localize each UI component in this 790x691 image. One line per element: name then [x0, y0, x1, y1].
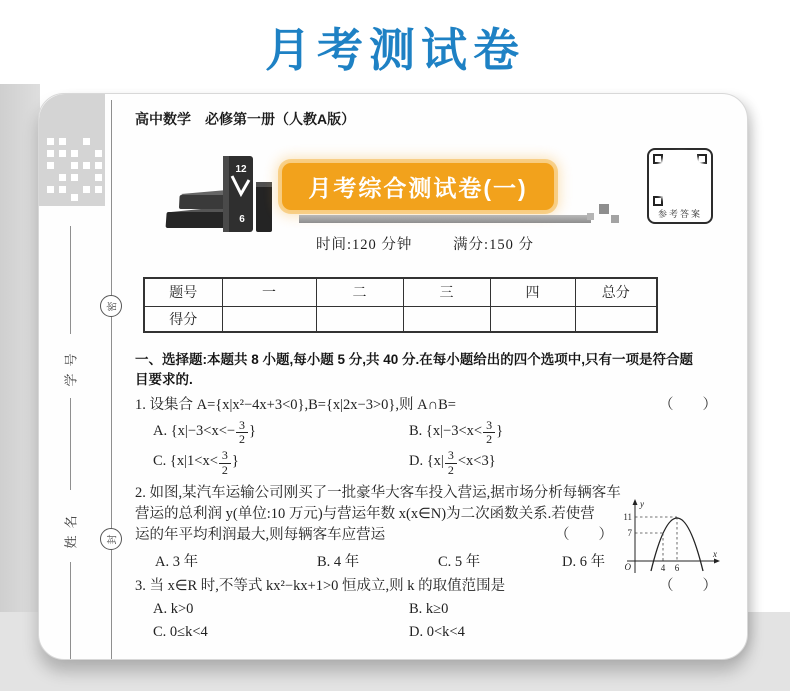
table-header-cell: 二 [316, 278, 403, 306]
option-item: A. 3 年 [155, 553, 199, 570]
score-row-label: 得分 [144, 306, 222, 332]
graph-xtick-4: 4 [660, 562, 666, 573]
deco-square [611, 215, 619, 223]
question-2-line1: 2. 如图,某汽车运输公司刚买了一批豪华大客车投入营运,据市场分析每辆客车 [135, 484, 621, 501]
test-title-text: 月考综合测试卷(一) [308, 175, 528, 201]
graph-xtick-6: 6 [674, 562, 680, 573]
binding-line [111, 100, 112, 660]
table-header-cell: 题号 [144, 278, 222, 306]
question-1-text: 1. 设集合 A={x|x²−4x+3<0},B={x|2x−3>0},则 A∩B= [135, 397, 456, 413]
seal-stamp-circle [100, 528, 122, 550]
score-row [144, 306, 657, 332]
table-header-row [144, 278, 657, 306]
exam-paper-card [38, 93, 748, 660]
question-stem [135, 483, 621, 546]
name-label: 姓名 [63, 508, 79, 549]
parabola-graph [623, 497, 723, 577]
option-item: D. 6 年 [562, 553, 606, 570]
graph-ytick-11: 11 [623, 511, 632, 522]
qr-answer-box [647, 148, 713, 224]
option-item: C. 5 年 [438, 553, 481, 570]
time-label: 时间:120 分钟 [316, 237, 413, 253]
section-heading-line1: 一、选择题:本题共 8 小题,每小题 5 分,共 40 分.在每小题给出的四个选项中,只有一项是符合题 [135, 352, 694, 367]
seal-line-segment [70, 562, 71, 660]
question-3-text: 3. 当 x∈R 时,不等式 kx²−kx+1>0 恒成立,则 k 的取值范围是 [135, 577, 506, 594]
graph-ylabel: y [640, 498, 644, 509]
full-score-label: 满分:150 分 [453, 237, 534, 253]
fraction: $\frac{3}{2}$ [483, 419, 495, 446]
question-stem [135, 576, 717, 597]
option-item: D. 0<k<4 [409, 623, 465, 640]
corner-pixel-pattern [39, 94, 105, 206]
option-item: B. k≥0 [409, 600, 449, 617]
seal-char: 密 [107, 301, 119, 311]
option-item: C. {x|1<x< $\frac{3}{2}$ } [153, 448, 239, 477]
background-left-band [0, 84, 40, 691]
exam-meta [135, 233, 715, 254]
answer-bracket: （ ） [555, 526, 613, 543]
graph-xlabel: x [713, 548, 717, 559]
clock-6-label: 6 [239, 214, 245, 225]
books-clock-icon [165, 150, 292, 238]
option-item: A. k>0 [153, 600, 194, 617]
option-item: B. {x|−3<x< $\frac{3}{2}$ } [409, 418, 504, 447]
student-id-label: 学号 [63, 346, 79, 387]
table-header-cell: 总分 [575, 278, 657, 306]
question-2 [135, 483, 717, 571]
section-heading [135, 350, 717, 390]
question-3 [135, 576, 717, 641]
score-cell [316, 306, 403, 332]
graph-ytick-7: 7 [627, 527, 632, 538]
seal-line-segment [70, 398, 71, 490]
table-header-cell: 三 [403, 278, 490, 306]
fraction: $\frac{3}{2}$ [445, 449, 457, 476]
question-2-line3: 运的年平均利润最大,则每辆客车应营运 （ ） [135, 525, 613, 546]
option-item: D. {x| $\frac{3}{2}$ <x<3} [409, 448, 496, 477]
question-3-options [135, 601, 717, 641]
question-1-options [135, 419, 717, 477]
question-1 [135, 395, 717, 477]
score-table [143, 277, 658, 333]
option-item: C. 0≤k<4 [153, 623, 208, 640]
score-cell [490, 306, 575, 332]
seal-stamp-circle [100, 295, 122, 317]
deco-square [587, 213, 594, 220]
graph-origin-label: O [624, 561, 631, 572]
qr-corner-marker [653, 196, 663, 206]
qr-sticker-circle [656, 154, 706, 204]
fraction: $\frac{3}{2}$ [236, 419, 248, 446]
seal-char: 封 [107, 534, 119, 544]
page-title: 月考测试卷 [265, 24, 525, 76]
course-edition-header: 高中数学 必修第一册（人教A版） [135, 111, 356, 127]
seal-line-segment [70, 226, 71, 334]
table-header-cell: 一 [222, 278, 316, 306]
fraction: $\frac{3}{2}$ [219, 449, 231, 476]
answer-bracket: （ ） [659, 397, 717, 413]
answer-bracket: （ ） [659, 577, 717, 594]
banner-underline-bar [299, 215, 591, 223]
question-stem [135, 395, 717, 416]
clock-12-label: 12 [235, 164, 247, 175]
section-heading-line2: 目要求的. [135, 372, 193, 387]
table-header-cell: 四 [490, 278, 575, 306]
score-cell [403, 306, 490, 332]
score-cell [575, 306, 657, 332]
test-title-banner [282, 163, 554, 210]
option-item: A. {x|−3<x<− $\frac{3}{2}$ } [153, 418, 257, 447]
questions-content [135, 350, 717, 641]
score-cell [222, 306, 316, 332]
option-item: B. 4 年 [317, 553, 360, 570]
deco-square [599, 204, 609, 214]
qr-label: 参考答案 [657, 209, 702, 219]
question-2-line2: 营运的总利润 y(单位:10 万元)与营运年数 x(x∈N)为二次函数关系.若使营 [135, 505, 595, 522]
